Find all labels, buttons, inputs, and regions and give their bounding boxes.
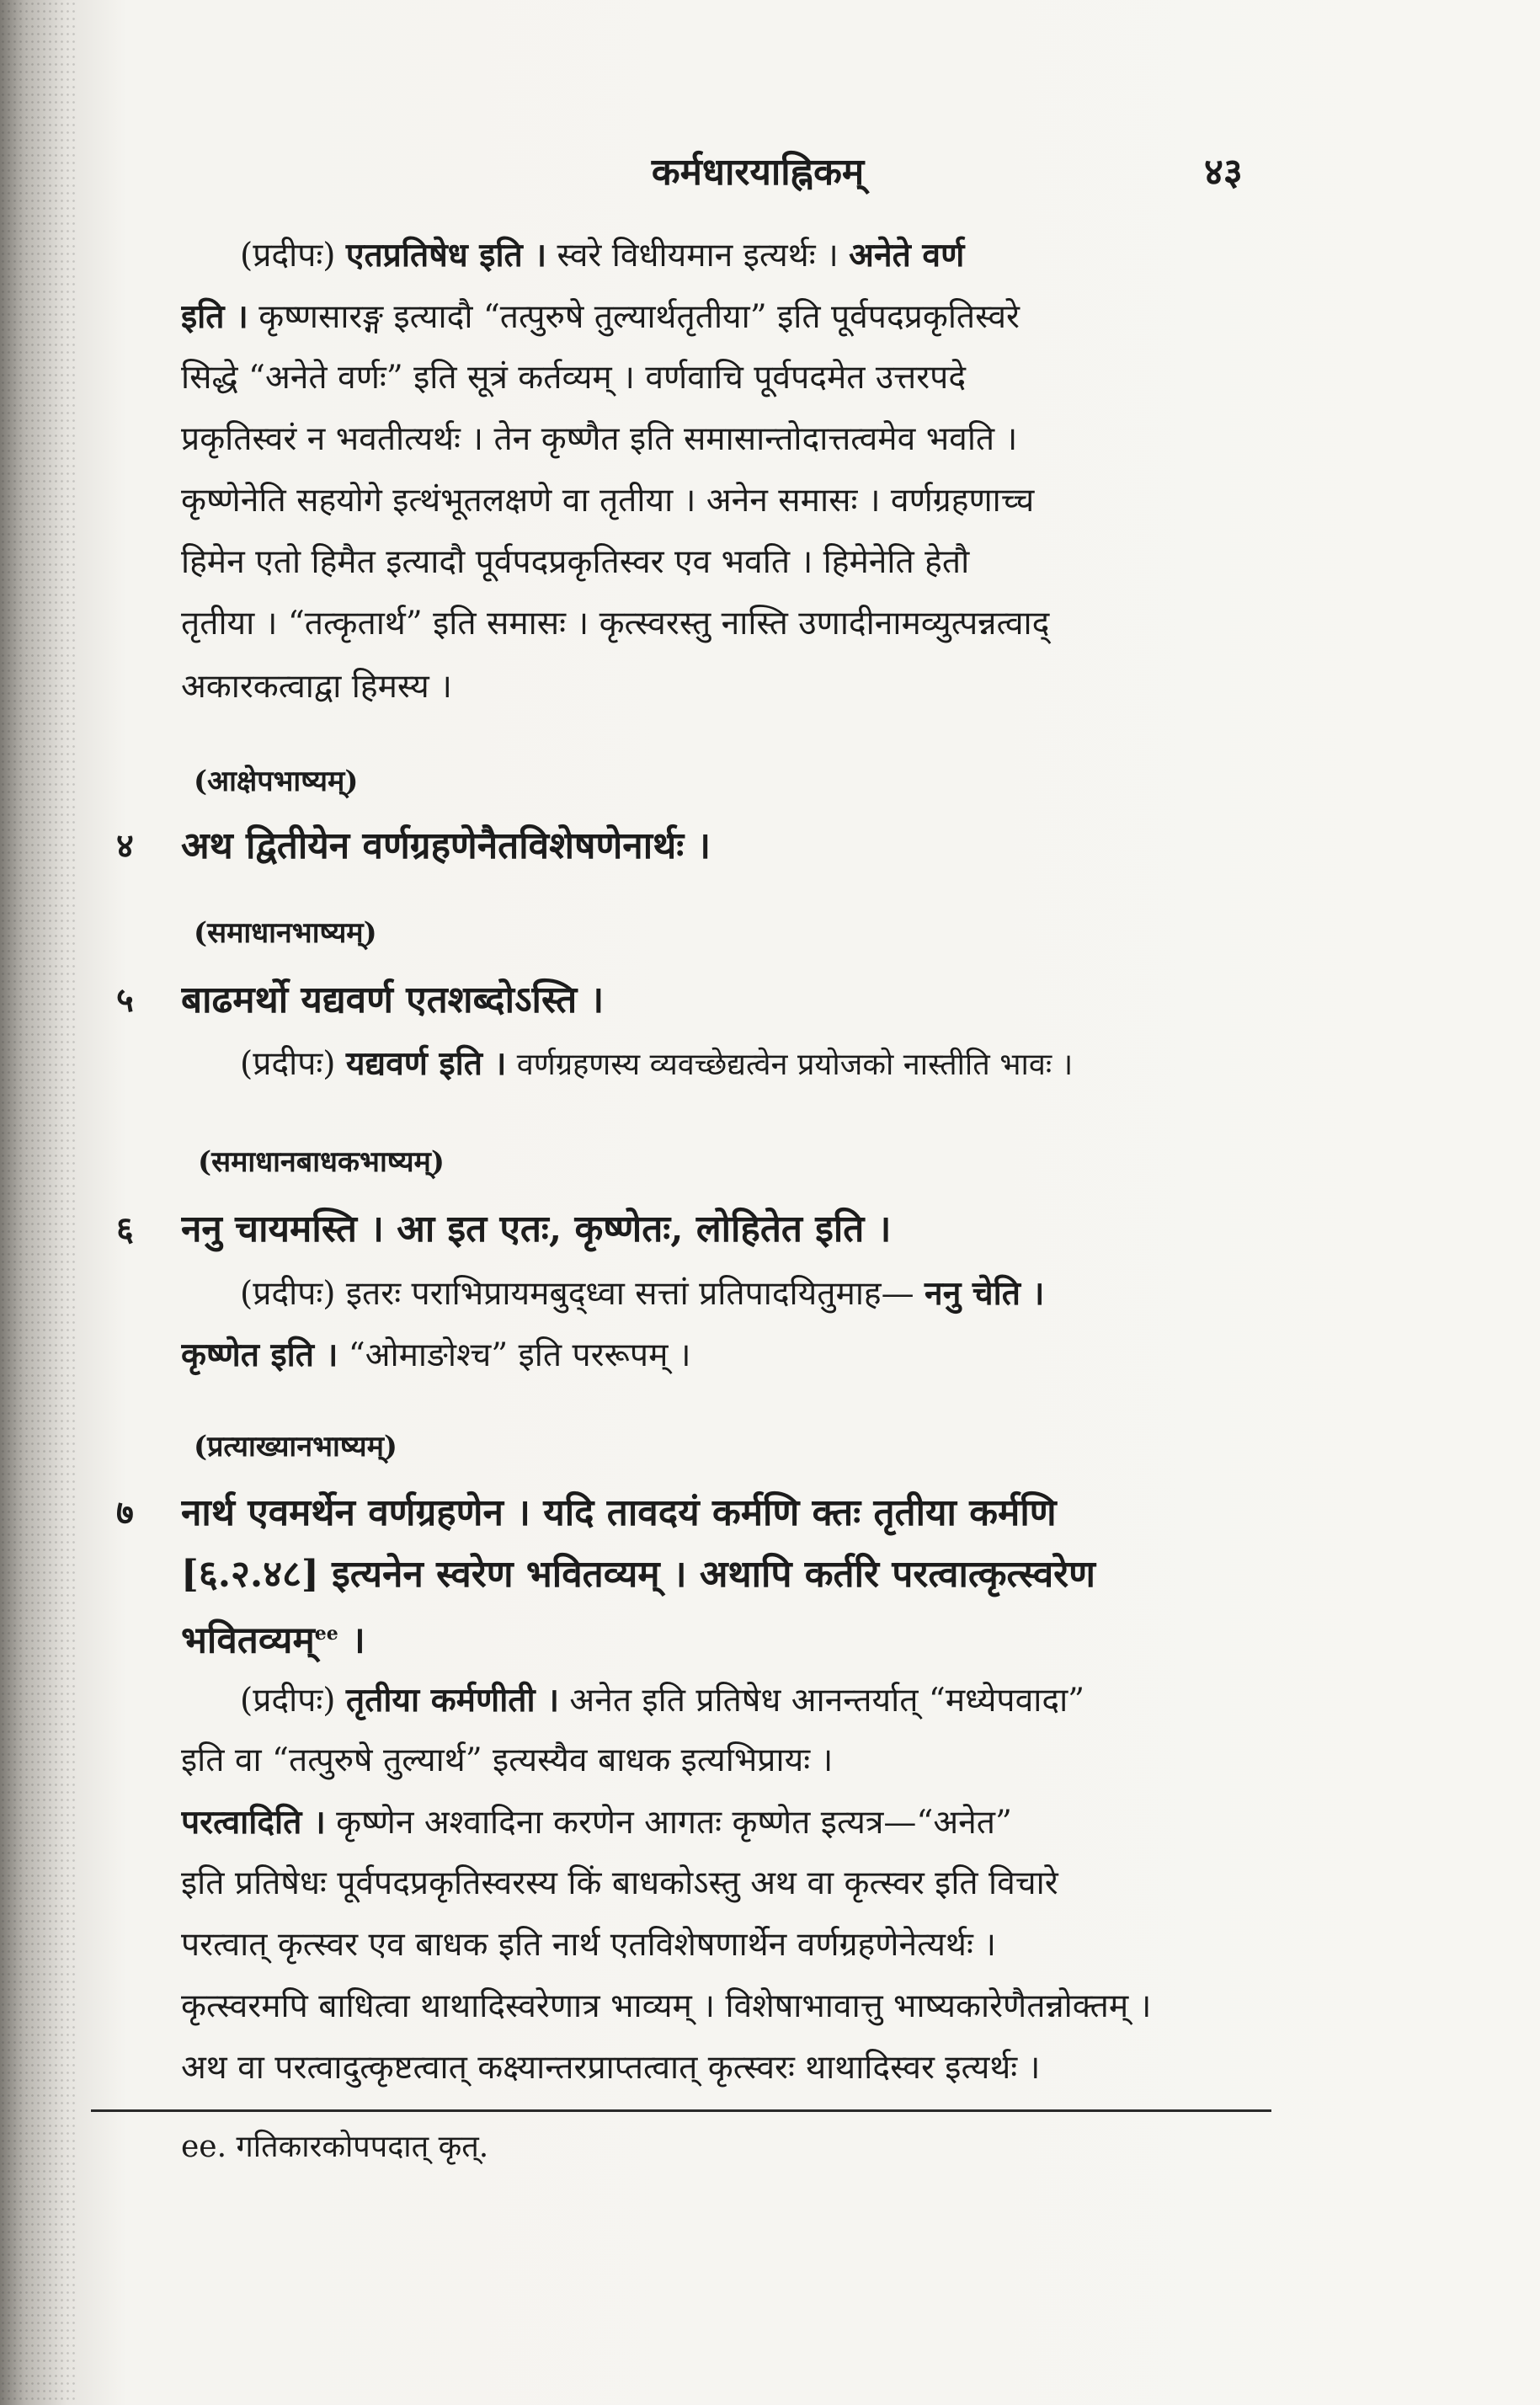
bhasya-text: भवितव्यम् [181, 1618, 315, 1662]
pradipa-text: स्वरे विधीयमान इत्यर्थः । [557, 237, 839, 275]
footnote [181, 2122, 939, 2173]
pradipa-text: अनेत इति प्रतिषेध आनन्तर्यात् “मध्येपवादा” [569, 1682, 1085, 1720]
bhasya-text-line-1: नार्थ एवमर्थेन वर्णग्रहणेन । यदि तावदयं कर्मणि क्तः तृतीया कर्मणि [181, 1491, 1057, 1534]
pradipa-text: इतरः पराभिप्रायमबुद्ध्वा सत्तां प्रतिपादयितुमाह— [345, 1275, 914, 1313]
pradipa1-line-4: प्रकृतिस्वरं न भवतीत्यर्थः । तेन कृष्णैत इति समासान्तोदात्तत्वमेव भवति । [181, 420, 1018, 458]
footnote-text: गतिकारकोपपदात् कृत्. [236, 2130, 489, 2164]
section-heading: (प्रत्याख्यानभाष्यम्) [194, 1430, 398, 1464]
page-number: ४३ [1204, 151, 1243, 194]
pradipa-label: (प्रदीपः) [240, 1682, 336, 1720]
pradipa-text: वर्णग्रहणस्य व्यवच्छेद्यत्वेन प्रयोजको नास्तीति भावः । [516, 1048, 1074, 1082]
pradipa-text: कृष्णसारङ्ग इत्यादौ “तत्पुरुषे तुल्यार्थतृतीया” इति पूर्वपदप्रकृतिस्वरे [258, 298, 1020, 336]
bhasya-text: बाढमर्थो यद्यवर्ण एतशब्दोऽस्ति । [181, 979, 605, 1021]
pradipa-label: (प्रदीपः) [240, 1275, 336, 1313]
pradipa6-line-1 [240, 1267, 1284, 1320]
pradipa7-line-4: इति प्रतिषेधः पूर्वपदप्रकृतिस्वरस्य किं बाधकोऽस्तु अथ वा कृत्स्वर इति विचारे [181, 1864, 1058, 1902]
pradipa1-line-3: सिद्धे “अनेते वर्णः” इति सूत्रं कर्तव्यम् । वर्णवाचि पूर्वपदमेत उत्तरपदे [181, 359, 967, 397]
pradipa7-line-5: परत्वात् कृत्स्वर एव बाधक इति नार्थ एतविशेषणार्थेन वर्णग्रहणेनेत्यर्थः । [181, 1926, 997, 1964]
pradipa7-line-2: इति वा “तत्पुरुषे तुल्यार्थ” इत्यस्यैव बाधक इत्यभिप्रायः । [181, 1741, 834, 1779]
pradipa-lemma: परत्वादिति । [181, 1803, 326, 1842]
bhasya-text: ननु चायमस्ति । आ इत एतः, कृष्णेतः, लोहितेत इति । [181, 1208, 892, 1250]
pradipa1-line-8: अकारकत्वाद्वा हिमस्य । [181, 668, 452, 706]
bhasya-text: अथ द्वितीयेन वर्णग्रहणेनैतविशेषणेनार्थः । [181, 824, 711, 867]
footnote-mark: ee. [181, 2130, 227, 2164]
bhasya-number: ५ [116, 980, 134, 1020]
footnote-divider [91, 2109, 1271, 2112]
bhasya-number: ७ [116, 1493, 134, 1533]
pradipa1-line-7: तृतीया । “तत्कृतार्थ” इति समासः । कृत्स्वरस्तु नास्ति उणादीनामव्युत्पन्नत्वाद् [181, 605, 1050, 643]
pradipa1-line-5: कृष्णेनेति सहयोगे इत्थंभूतलक्षणे वा तृतीया । अनेन समासः । वर्णग्रहणाच्च [181, 482, 1035, 520]
pradipa-lemma: कृष्णेत इति । [181, 1336, 338, 1374]
bhasya-text-line-2: [६.२.४८] इत्यनेन स्वरेण भवितव्यम् । अथापि कर्तरि परत्वात्कृत्स्वरेण [181, 1553, 1095, 1596]
bhasya-text-line-3 [181, 1604, 1276, 1663]
section-heading: (समाधानभाष्यम्) [194, 916, 377, 950]
danda: । [351, 1618, 365, 1662]
pradipa-label: (प्रदीपः) [240, 1045, 336, 1083]
pradipa1-line-2 [181, 291, 1284, 343]
footnote-reference: ee [314, 1623, 338, 1645]
pradipa-lemma: ननु चेति । [925, 1274, 1045, 1313]
pradipa-lemma: यद्यवर्ण इति । [345, 1044, 507, 1083]
running-header: कर्मधारयाह्निकम् [651, 151, 865, 194]
bhasya-number: ४ [116, 826, 134, 866]
section-heading: (समाधानबाधकभाष्यम्) [198, 1145, 445, 1179]
pradipa-lemma: तृतीया कर्मणीती । [345, 1681, 559, 1720]
pradipa7-line-3 [181, 1796, 1284, 1848]
pradipa7-line-6: कृत्स्वरमपि बाधित्वा थाथादिस्वरेणात्र भाव्यम् । विशेषाभावात्तु भाष्यकारेणैतन्नोक्तम् । [181, 1987, 1152, 2025]
book-spine-shadow [0, 0, 76, 2405]
pradipa1-line-6: हिमेन एतो हिमैत इत्यादौ पूर्वपदप्रकृतिस्वर एव भवति । हिमेनेति हेतौ [181, 543, 970, 581]
pradipa-text: “ओमाङोश्च” इति पररूपम् । [348, 1336, 691, 1374]
pradipa5-line [240, 1037, 1284, 1090]
pradipa7-line-7: अथ वा परत्वादुत्कृष्टत्वात् कक्ष्यान्तरप्राप्तत्वात् कृत्स्वरः थाथादिस्वर इत्यर्थः । [181, 2049, 1041, 2087]
pradipa-text: कृष्णेन अश्वादिना करणेन आगतः कृष्णेत इत्यत्र—“अनेत” [336, 1804, 1012, 1842]
pradipa6-line-2 [181, 1329, 1284, 1381]
section-heading: (आक्षेपभाष्यम्) [194, 765, 359, 798]
bhasya-number: ६ [116, 1209, 134, 1249]
pradipa-lemma: एतप्रतिषेध इति । [345, 236, 547, 275]
pradipa7-line-1 [240, 1674, 1284, 1726]
pradipa1-line-1 [240, 229, 1284, 281]
pradipa-label: (प्रदीपः) [240, 237, 336, 275]
pradipa-lemma: अनेते वर्ण [849, 236, 965, 275]
pradipa-lemma: इति । [181, 297, 248, 336]
